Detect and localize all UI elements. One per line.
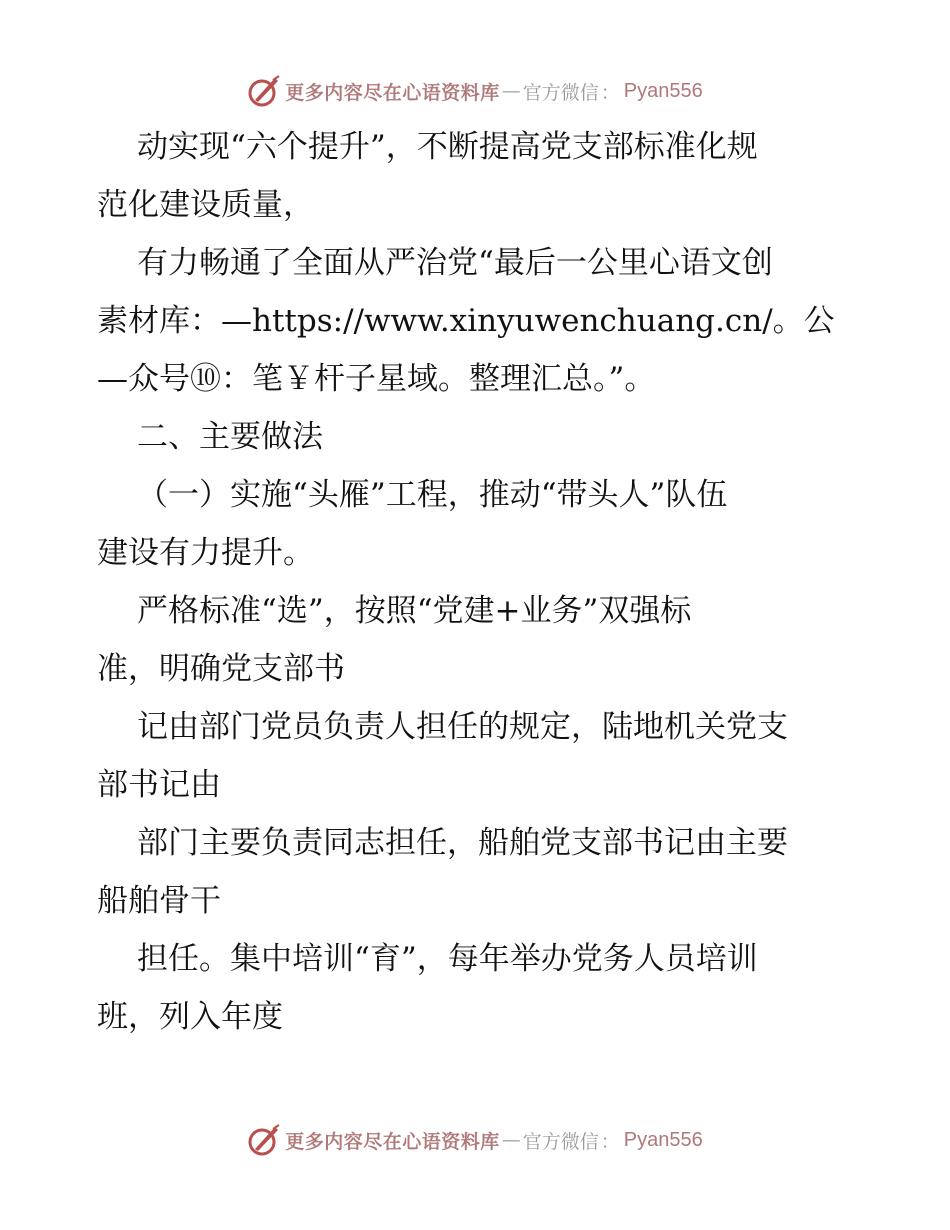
- header-banner: [0, 71, 950, 111]
- text-line: 船舶骨干: [97, 883, 221, 919]
- subsection-heading: （一）实施“头雁”工程，推动“带头人”队伍: [137, 477, 728, 513]
- text-line: 建设有力提升。: [97, 535, 314, 571]
- wechat-label: 官方微信: [522, 1130, 599, 1153]
- text-line: 有力畅通了全面从严治党“最后一公里心语文创: [137, 245, 773, 281]
- wechat-id: Pyan556: [623, 79, 703, 102]
- wechat-label: 官方微信: [522, 81, 599, 104]
- footer-banner: [0, 1120, 950, 1160]
- quill-logo-icon: [247, 74, 281, 108]
- body-text: [97, 118, 857, 1046]
- quill-logo-icon: [247, 1123, 281, 1157]
- banner-colon: ：: [600, 1130, 620, 1153]
- banner-colon: ：: [600, 81, 620, 104]
- text-line-url: 素材库：—https://www.xinyuwenchuang.cn/。公: [97, 303, 835, 339]
- text-line: 记由部门党员负责人担任的规定，陆地机关党支: [137, 709, 788, 745]
- text-line: 准，明确党支部书: [97, 651, 345, 687]
- text-line: 班，列入年度: [97, 999, 283, 1035]
- banner-dash: —: [501, 1129, 521, 1151]
- wechat-id: Pyan556: [623, 1128, 703, 1151]
- text-line: 担任。集中培训“育”，每年举办党务人员培训: [137, 941, 758, 977]
- text-line: 范化建设质量，: [97, 187, 314, 223]
- text-line: 部门主要负责同志担任，船舶党支部书记由主要: [137, 825, 788, 861]
- section-heading: 二、主要做法: [137, 419, 323, 455]
- text-line: —众号⑩：笔￥杆子星域。整理汇总。”。: [97, 361, 656, 397]
- banner-text: 更多内容尽在心语资料库: [285, 1130, 500, 1153]
- text-line: 部书记由: [97, 767, 221, 803]
- banner-text: 更多内容尽在心语资料库: [285, 81, 500, 104]
- text-line: 动实现“六个提升”，不断提高党支部标准化规: [137, 129, 758, 165]
- banner-dash: —: [501, 80, 521, 102]
- text-line: 严格标准“选”，按照“党建+业务”双强标: [137, 593, 692, 629]
